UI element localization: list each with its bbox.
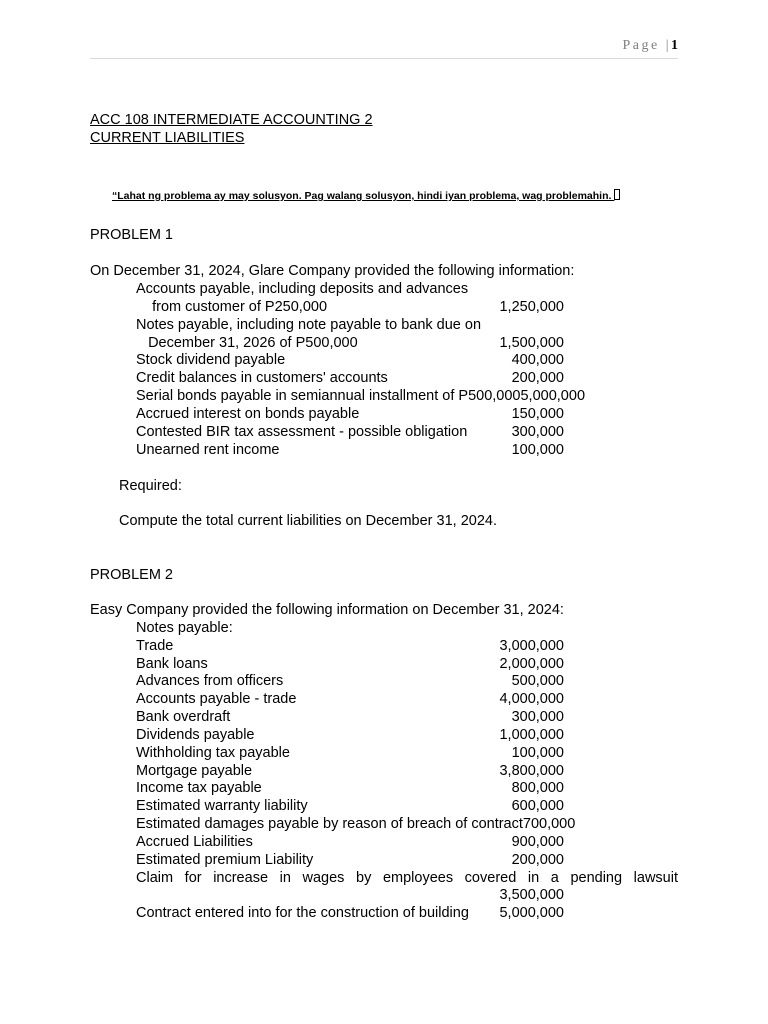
page-separator: | [665, 38, 671, 53]
p2-claim-amount: 3,500,000 [499, 887, 564, 903]
page-number-value: 1 [671, 38, 678, 53]
missing-glyph-icon [614, 189, 620, 200]
required-text: Compute the total current liabilities on December 31, 2024. [119, 513, 498, 529]
page-header [90, 38, 678, 59]
p1-item-amount: 1,250,000 [499, 299, 564, 315]
p1-item-label: Accrued interest on bonds payable [136, 406, 360, 422]
p1-item-label: Stock dividend payable [136, 352, 286, 368]
course-title: ACC 108 INTERMEDIATE ACCOUNTING 2 [90, 112, 373, 128]
page-word: Page [622, 38, 660, 53]
p2-contract-label: Contract entered into for the construction of building [136, 905, 469, 921]
p1-item-amount: 150,000 [511, 406, 564, 422]
p2-item-label: Estimated warranty liability [136, 798, 308, 814]
p2-item-amount: 300,000 [511, 709, 564, 725]
p1-item-label: Serial bonds payable in semiannual installment of P500,0005,000,000 [136, 388, 586, 404]
p2-item-label: Dividends payable [136, 727, 255, 743]
p2-item-amount: 800,000 [511, 780, 564, 796]
p1-item-label: Credit balances in customers' accounts [136, 370, 388, 386]
p1-item-label: Accounts payable, including deposits and advances [136, 281, 469, 297]
p1-item-amount: 100,000 [511, 442, 564, 458]
p2-item-amount: 1,000,000 [499, 727, 564, 743]
problem2-heading: PROBLEM 2 [90, 567, 173, 583]
p2-item-amount: 4,000,000 [499, 691, 564, 707]
problem1-heading: PROBLEM 1 [90, 227, 173, 243]
p2-item-amount: 600,000 [511, 798, 564, 814]
p2-item-label: Estimated premium Liability [136, 852, 314, 868]
p2-claim-label: Claim for increase in wages by employees covered in a pending lawsuit [136, 870, 678, 886]
p2-item-label: Income tax payable [136, 780, 262, 796]
p1-item-label: December 31, 2026 of P500,000 [136, 335, 358, 351]
p2-item-label: Mortgage payable [136, 763, 253, 779]
p2-item-amount: 900,000 [511, 834, 564, 850]
p2-item-amount: 2,000,000 [499, 656, 564, 672]
p2-item-label: Bank overdraft [136, 709, 231, 725]
p2-item-label: Trade [136, 638, 174, 654]
p1-item-amount: 1,500,000 [499, 335, 564, 351]
p2-item-amount: 3,800,000 [499, 763, 564, 779]
p2-contract-amount: 5,000,000 [499, 905, 564, 921]
page-number [622, 38, 678, 54]
p1-item-amount: 300,000 [511, 424, 564, 440]
p1-item-amount: 400,000 [511, 352, 564, 368]
p2-item-label: Estimated damages payable by reason of breach of contract700,000 [136, 816, 576, 832]
topic-title: CURRENT LIABILITIES [90, 130, 245, 146]
p1-item-label: Contested BIR tax assessment - possible obligation [136, 424, 468, 440]
p1-item-label: Unearned rent income [136, 442, 280, 458]
p2-item-label: Withholding tax payable [136, 745, 290, 761]
required-label: Required: [119, 478, 182, 494]
p1-item-amount: 200,000 [511, 370, 564, 386]
p2-item-label: Advances from officers [136, 673, 284, 689]
problem1-intro: On December 31, 2024, Glare Company provided the following information: [90, 263, 575, 279]
p2-item-amount: 100,000 [511, 745, 564, 761]
p1-item-label: Notes payable, including note payable to bank due on [136, 317, 482, 333]
p2-item-label: Accounts payable - trade [136, 691, 297, 707]
p2-item-label: Bank loans [136, 656, 208, 672]
p2-item-label: Accrued Liabilities [136, 834, 253, 850]
p2-item-label: Notes payable: [136, 620, 233, 636]
problem2-intro: Easy Company provided the following information on December 31, 2024: [90, 602, 564, 618]
motivational-quote [112, 189, 620, 202]
p2-item-amount: 3,000,000 [499, 638, 564, 654]
quote-text: “Lahat ng problema ay may solusyon. Pag walang solusyon, hindi iyan problema, wag problemahin. [112, 190, 615, 202]
p2-item-amount: 500,000 [511, 673, 564, 689]
p2-item-amount: 200,000 [511, 852, 564, 868]
p1-item-label: from customer of P250,000 [136, 299, 328, 315]
